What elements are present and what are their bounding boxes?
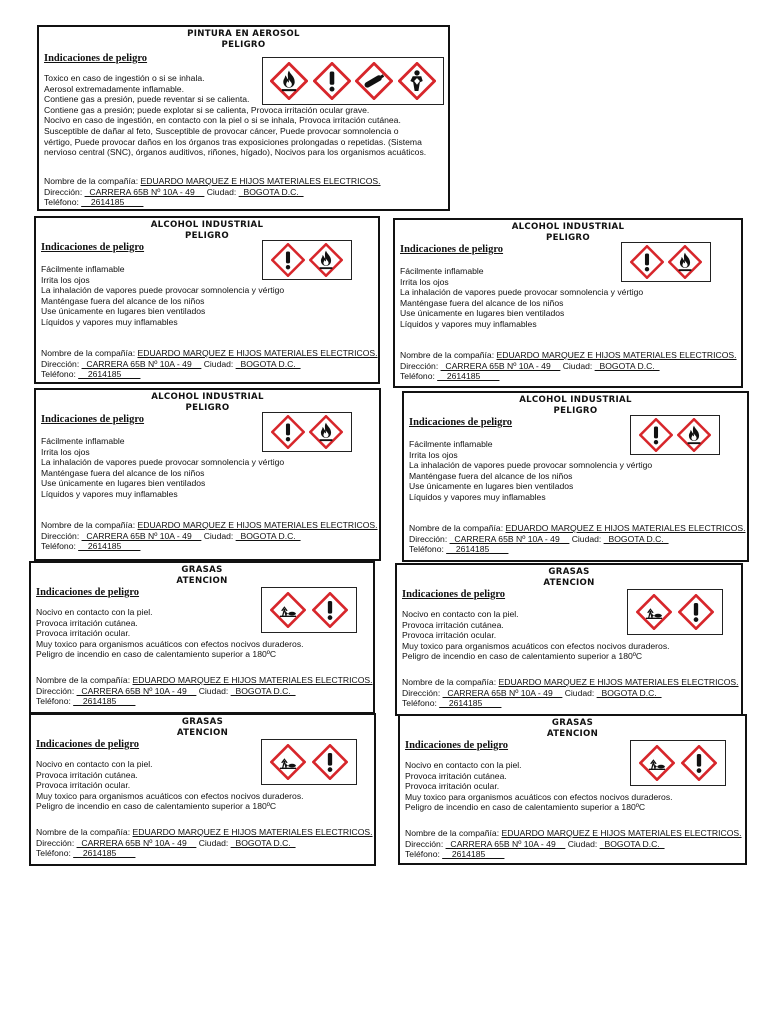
label-alcohol-industrial bbox=[34, 388, 381, 561]
hazard-line: Provoca irritación ocular. bbox=[405, 781, 500, 792]
address-value: _CARRERA 65B Nº 10A - 49__ bbox=[440, 360, 561, 371]
company-name: EDUARDO MARQUEZ E HIJOS MATERIALES ELECTRICOS. bbox=[137, 348, 378, 358]
company-name-row bbox=[41, 348, 378, 359]
address-value: _CARRERA 65B Nº 10A - 49__ bbox=[76, 837, 197, 848]
city-label: Ciudad: bbox=[564, 687, 597, 698]
label-title: GRASAS bbox=[181, 717, 224, 727]
hazard-line: Nocivo en caso de ingestión, en contacto con la piel o si se inhala, Provoca irritación cutánea. bbox=[44, 115, 401, 126]
hazard-line: Provoca irritación ocular. bbox=[36, 780, 131, 791]
city-label: Ciudad: bbox=[203, 530, 236, 541]
phone-value: __2614185____ bbox=[439, 698, 502, 709]
phone-row bbox=[41, 541, 378, 552]
address-value: _CARRERA 65B Nº 10A - 49__ bbox=[442, 687, 563, 698]
address-label: Dirección: bbox=[36, 685, 77, 696]
phone-row bbox=[36, 696, 373, 707]
phone-row bbox=[41, 369, 378, 380]
company-info bbox=[402, 677, 739, 709]
phone-value: __2614185____ bbox=[73, 848, 136, 859]
hazard-line: Muy toxico para organismos acuáticos con efectos nocivos duraderos. bbox=[36, 790, 304, 801]
label-signal-word: PELIGRO bbox=[185, 230, 229, 241]
phone-label: Teléfono: bbox=[409, 544, 447, 555]
label-title: ALCOHOL INDUSTRIAL bbox=[150, 220, 264, 230]
exclamation-icon bbox=[681, 745, 717, 781]
company-info bbox=[41, 520, 378, 552]
address-label: Dirección: bbox=[36, 837, 77, 848]
hazard-line: Peligro de incendio en caso de calentamiento superior a 180ºC bbox=[402, 651, 643, 662]
hazard-heading: Indicaciones de peligro bbox=[400, 244, 504, 255]
hazard-line: Provoca irritación cutánea. bbox=[405, 770, 507, 781]
hazard-line: Fácilmente inflamable bbox=[41, 436, 125, 446]
phone-label: Teléfono: bbox=[402, 698, 440, 709]
company-name: EDUARDO MARQUEZ E HIJOS MATERIALES ELECTRICOS. bbox=[137, 520, 378, 530]
hazard-line: Fácilmente inflamable bbox=[400, 266, 484, 276]
phone-label: Teléfono: bbox=[36, 696, 74, 707]
hazard-line: Nocivo en contacto con la piel. bbox=[36, 759, 153, 769]
label-alcohol-industrial bbox=[402, 391, 749, 562]
company-name-label: Nombre de la compañía: bbox=[41, 520, 138, 530]
hazard-line: Muy toxico para organismos acuáticos con efectos nocivos duraderos. bbox=[36, 638, 304, 649]
hazard-line: Susceptible de dañar al feto, Susceptible de provocar cáncer, Puede provocar somnolencia o bbox=[44, 125, 399, 136]
hazard-line: Peligro de incendio en caso de calentamiento superior a 180ºC bbox=[405, 802, 646, 813]
city-value: _BOGOTA D.C._ bbox=[235, 530, 301, 541]
hazard-line: Irrita los ojos bbox=[41, 274, 90, 285]
company-name: EDUARDO MARQUEZ E HIJOS MATERIALES ELECTRICOS. bbox=[505, 523, 746, 533]
address-value: _CARRERA 65B Nº 10A - 49__ bbox=[76, 685, 197, 696]
phone-row bbox=[405, 849, 742, 860]
company-name-label: Nombre de la compañía: bbox=[36, 675, 133, 685]
hazard-list bbox=[409, 439, 652, 503]
city-value: _BOGOTA D.C._ bbox=[230, 685, 296, 696]
label-alcohol-industrial bbox=[34, 216, 380, 384]
phone-row bbox=[44, 197, 381, 208]
hazard-line: nervioso central (SNC), órganos auditivos, riñones, hígado), Nocivos para los organismos acuáticos. bbox=[44, 147, 427, 158]
address-row bbox=[36, 838, 373, 849]
address-row bbox=[36, 686, 373, 697]
city-value: _BOGOTA D.C._ bbox=[603, 533, 669, 544]
city-label: Ciudad: bbox=[567, 838, 600, 849]
hazard-line: Use únicamente en lugares bien ventilados bbox=[409, 481, 574, 492]
hazard-line: Provoca irritación cutánea. bbox=[36, 769, 138, 780]
label-grasas bbox=[29, 713, 376, 866]
company-info bbox=[409, 523, 746, 555]
company-name-row bbox=[41, 520, 378, 531]
hazard-line: Provoca irritación ocular. bbox=[36, 628, 131, 639]
hazard-line: Manténgase fuera del alcance de los niños bbox=[41, 295, 205, 306]
company-name-row bbox=[402, 677, 739, 688]
phone-row bbox=[36, 848, 373, 859]
hazard-line: Provoca irritación cutánea. bbox=[402, 619, 504, 630]
company-name: EDUARDO MARQUEZ E HIJOS MATERIALES ELECTRICOS. bbox=[496, 350, 737, 360]
label-signal-word: ATENCION bbox=[176, 727, 229, 738]
address-value: _CARRERA 65B Nº 10A - 49__ bbox=[449, 533, 570, 544]
city-label: Ciudad: bbox=[198, 837, 231, 848]
hazard-line: Fácilmente inflamable bbox=[41, 264, 125, 274]
hazard-line: Manténgase fuera del alcance de los niños bbox=[41, 467, 205, 478]
phone-row bbox=[402, 698, 739, 709]
label-title: GRASAS bbox=[181, 565, 223, 575]
phone-value: __2614185____ bbox=[442, 849, 505, 860]
flame-icon bbox=[309, 243, 343, 277]
label-title: GRASAS bbox=[551, 718, 594, 728]
city-label: Ciudad: bbox=[571, 533, 604, 544]
hazard-line: Contiene gas a presión; puede explotar si se calienta, Provoca irritación ocular grave. bbox=[44, 104, 370, 115]
city-label: Ciudad: bbox=[198, 685, 231, 696]
hazard-line: Peligro de incendio en caso de calentamiento superior a 180ºC bbox=[36, 801, 277, 812]
hazard-list bbox=[405, 760, 673, 813]
label-title: ALCOHOL INDUSTRIAL bbox=[519, 395, 632, 405]
hazard-line: Irrita los ojos bbox=[41, 446, 90, 457]
exclamation-icon bbox=[678, 594, 714, 630]
flame-icon bbox=[677, 418, 711, 452]
phone-label: Teléfono: bbox=[41, 541, 79, 552]
hazard-line: Use únicamente en lugares bien ventilados bbox=[41, 306, 206, 317]
hazard-line: Nocivo en contacto con la piel. bbox=[405, 760, 522, 770]
hazard-heading: Indicaciones de peligro bbox=[36, 587, 140, 598]
flame-icon bbox=[668, 245, 702, 279]
hazard-line: Manténgase fuera del alcance de los niños bbox=[409, 470, 573, 481]
city-value: _BOGOTA D.C._ bbox=[594, 360, 660, 371]
phone-value: __2614185____ bbox=[73, 696, 136, 707]
label-pintura-aerosol bbox=[37, 25, 450, 211]
company-name-label: Nombre de la compañía: bbox=[44, 176, 141, 186]
phone-label: Teléfono: bbox=[41, 369, 79, 380]
hazard-list bbox=[36, 759, 304, 812]
hazard-heading: Indicaciones de peligro bbox=[36, 739, 140, 750]
phone-value: __2614185____ bbox=[446, 544, 509, 555]
hazard-list bbox=[400, 266, 643, 330]
company-name-row bbox=[405, 828, 742, 839]
label-alcohol-industrial bbox=[393, 218, 743, 388]
hazard-line: Fácilmente inflamable bbox=[409, 439, 493, 449]
address-value: _CARRERA 65B Nº 10A - 49__ bbox=[81, 358, 202, 369]
address-label: Dirección: bbox=[405, 838, 446, 849]
label-signal-word: ATENCION bbox=[176, 575, 228, 586]
address-label: Dirección: bbox=[402, 687, 443, 698]
company-name: EDUARDO MARQUEZ E HIJOS MATERIALES ELECTRICOS. bbox=[132, 675, 373, 685]
address-label: Dirección: bbox=[400, 360, 441, 371]
hazard-heading: Indicaciones de peligro bbox=[41, 414, 145, 425]
hazard-line: Provoca irritación cutánea. bbox=[36, 617, 138, 628]
hazard-line: Irrita los ojos bbox=[409, 449, 458, 460]
label-title: GRASAS bbox=[548, 567, 590, 577]
label-title: PINTURA EN AEROSOL bbox=[187, 29, 300, 39]
hazard-line: Líquidos y vapores muy inflamables bbox=[41, 488, 178, 499]
hazard-line: La inhalación de vapores puede provocar somnolencia y vértigo bbox=[41, 285, 285, 296]
label-grasas bbox=[395, 563, 743, 716]
hazard-line: Aerosol extremadamente inflamable. bbox=[44, 83, 184, 94]
hazard-line: Irrita los ojos bbox=[400, 276, 449, 287]
hazard-line: Provoca irritación ocular. bbox=[402, 630, 497, 641]
hazard-line: Muy toxico para organismos acuáticos con efectos nocivos duraderos. bbox=[402, 640, 670, 651]
company-name-label: Nombre de la compañía: bbox=[405, 828, 502, 838]
hazard-line: Manténgase fuera del alcance de los niños bbox=[400, 297, 564, 308]
label-signal-word: PELIGRO bbox=[185, 402, 230, 413]
hazard-line: vértigo, Puede provocar daños en los órganos tras exposiciones prolongadas o repetidas. (Sistema bbox=[44, 136, 422, 147]
hazard-line: Líquidos y vapores muy inflamables bbox=[41, 316, 178, 327]
city-label: Ciudad: bbox=[203, 358, 236, 369]
hazard-line: Muy toxico para organismos acuáticos con efectos nocivos duraderos. bbox=[405, 791, 673, 802]
label-signal-word: ATENCION bbox=[543, 577, 595, 588]
company-name: EDUARDO MARQUEZ E HIJOS MATERIALES ELECTRICOS. bbox=[498, 677, 739, 687]
phone-label: Teléfono: bbox=[405, 849, 443, 860]
label-title: ALCOHOL INDUSTRIAL bbox=[151, 392, 264, 402]
company-info bbox=[44, 176, 381, 208]
hazard-heading: Indicaciones de peligro bbox=[402, 589, 506, 600]
address-label: Dirección: bbox=[44, 186, 85, 197]
phone-value: __2614185____ bbox=[81, 197, 144, 208]
hazard-list bbox=[41, 436, 284, 500]
label-signal-word: PELIGRO bbox=[221, 39, 266, 50]
exclamation-icon bbox=[312, 592, 348, 628]
exclamation-icon bbox=[312, 744, 348, 780]
hazard-line: La inhalación de vapores puede provocar somnolencia y vértigo bbox=[41, 457, 285, 468]
label-signal-word: PELIGRO bbox=[553, 405, 598, 416]
company-info bbox=[36, 675, 373, 707]
address-row bbox=[400, 361, 737, 372]
company-name-row bbox=[44, 176, 381, 187]
phone-value: __2614185____ bbox=[78, 369, 141, 380]
company-name-row bbox=[36, 827, 373, 838]
hazard-heading: Indicaciones de peligro bbox=[409, 417, 513, 428]
hazard-line: Use únicamente en lugares bien ventilados bbox=[41, 478, 206, 489]
company-name: EDUARDO MARQUEZ E HIJOS MATERIALES ELECTRICOS. bbox=[132, 827, 373, 837]
hazard-list bbox=[402, 609, 670, 662]
hazard-line: Líquidos y vapores muy inflamables bbox=[400, 318, 537, 329]
label-signal-word: PELIGRO bbox=[546, 232, 590, 243]
hazard-line: Peligro de incendio en caso de calentamiento superior a 180ºC bbox=[36, 649, 277, 660]
city-value: _BOGOTA D.C._ bbox=[599, 838, 665, 849]
hazard-line: La inhalación de vapores puede provocar somnolencia y vértigo bbox=[400, 287, 644, 298]
city-value: _BOGOTA D.C._ bbox=[230, 837, 296, 848]
phone-value: __2614185____ bbox=[437, 371, 500, 382]
company-info bbox=[41, 348, 378, 380]
hazard-line: Contiene gas a presión, puede reventar si se calienta. bbox=[44, 94, 250, 105]
hazard-line: La inhalación de vapores puede provocar somnolencia y vértigo bbox=[409, 460, 653, 471]
address-row bbox=[41, 359, 378, 370]
address-label: Dirección: bbox=[41, 530, 82, 541]
hazard-line: Use únicamente en lugares bien ventilados bbox=[400, 308, 565, 319]
phone-row bbox=[400, 371, 737, 382]
hazard-line: Toxico en caso de ingestión o si se inhala. bbox=[44, 73, 205, 83]
city-value: _BOGOTA D.C._ bbox=[235, 358, 301, 369]
phone-label: Teléfono: bbox=[400, 371, 438, 382]
city-label: Ciudad: bbox=[206, 186, 239, 197]
company-name: EDUARDO MARQUEZ E HIJOS MATERIALES ELECTRICOS. bbox=[140, 176, 381, 186]
phone-label: Teléfono: bbox=[36, 848, 74, 859]
hazard-list bbox=[44, 73, 426, 158]
company-name-row bbox=[409, 523, 746, 534]
hazard-line: Nocivo en contacto con la piel. bbox=[402, 609, 519, 619]
address-label: Dirección: bbox=[41, 358, 82, 369]
hazard-heading: Indicaciones de peligro bbox=[405, 740, 509, 751]
phone-value: __2614185____ bbox=[78, 541, 141, 552]
company-name-label: Nombre de la compañía: bbox=[402, 677, 499, 687]
address-value: _CARRERA 65B Nº 10A - 49__ bbox=[445, 838, 566, 849]
city-value: _BOGOTA D.C._ bbox=[596, 687, 662, 698]
hazard-line: Nocivo en contacto con la piel. bbox=[36, 607, 153, 617]
flame-icon bbox=[309, 415, 343, 449]
company-name-label: Nombre de la compañía: bbox=[36, 827, 133, 837]
label-signal-word: ATENCION bbox=[546, 728, 599, 739]
phone-label: Teléfono: bbox=[44, 197, 82, 208]
label-grasas bbox=[398, 714, 747, 865]
label-title: ALCOHOL INDUSTRIAL bbox=[511, 222, 625, 232]
address-value: _CARRERA 65B Nº 10A - 49__ bbox=[81, 530, 202, 541]
address-row bbox=[402, 688, 739, 699]
address-row bbox=[44, 187, 381, 198]
company-name-label: Nombre de la compañía: bbox=[400, 350, 497, 360]
phone-row bbox=[409, 544, 746, 555]
company-info bbox=[36, 827, 373, 859]
company-name-label: Nombre de la compañía: bbox=[41, 348, 138, 358]
company-info bbox=[400, 350, 737, 382]
address-label: Dirección: bbox=[409, 533, 450, 544]
hazard-list bbox=[41, 264, 284, 328]
company-name-label: Nombre de la compañía: bbox=[409, 523, 506, 533]
company-name-row bbox=[400, 350, 737, 361]
address-row bbox=[41, 531, 378, 542]
hazard-list bbox=[36, 607, 304, 660]
label-grasas bbox=[29, 561, 375, 714]
hazard-line: Líquidos y vapores muy inflamables bbox=[409, 491, 546, 502]
address-value: _CARRERA 65B Nº 10A - 49__ bbox=[84, 186, 205, 197]
company-name-row bbox=[36, 675, 373, 686]
address-row bbox=[405, 839, 742, 850]
company-name: EDUARDO MARQUEZ E HIJOS MATERIALES ELECTRICOS. bbox=[501, 828, 742, 838]
hazard-heading: Indicaciones de peligro bbox=[44, 53, 148, 64]
city-label: Ciudad: bbox=[562, 360, 595, 371]
hazard-heading: Indicaciones de peligro bbox=[41, 242, 145, 253]
company-info bbox=[405, 828, 742, 860]
city-value: _BOGOTA D.C._ bbox=[238, 186, 304, 197]
address-row bbox=[409, 534, 746, 545]
